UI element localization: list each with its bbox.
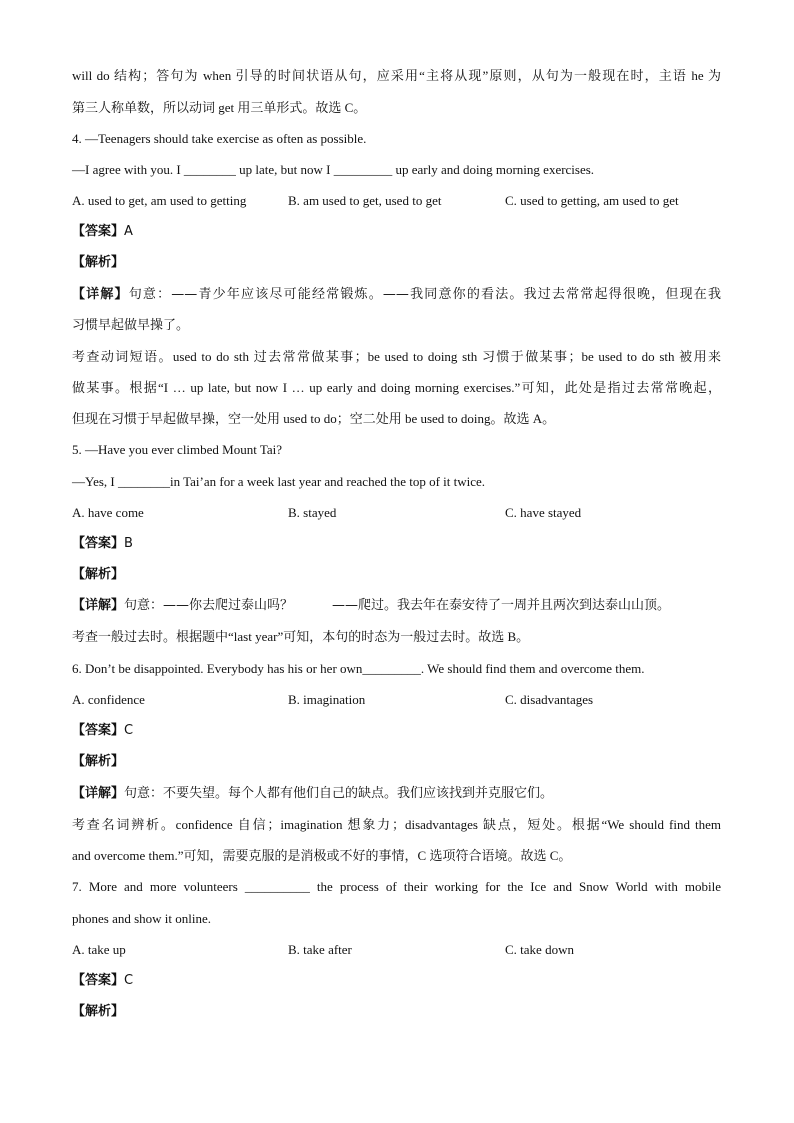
answer-label: 【答案】 xyxy=(72,973,125,988)
answer-value: C xyxy=(124,723,134,738)
question-5-detail xyxy=(72,597,670,615)
question-4-option-a: A. used to get, am used to getting xyxy=(72,193,247,208)
explanation-line: 第三人称单数，所以动词 get 用三单形式。故选 C。 xyxy=(72,100,367,115)
detail-text: 句意：——青少年应该尽可能经常锻炼。——我同意你的看法。我过去常常起得很晚，但现在我 xyxy=(128,287,721,302)
question-4-detail-cont: 做某事。根据“I … up late, but now I … up early and doing morning exercises.”可知，此处是指过去常常晚起， xyxy=(72,380,721,395)
question-6-option-b: B. imagination xyxy=(288,692,366,707)
question-4-option-c: C. used to getting, am used to get xyxy=(505,193,679,208)
question-5-response: —Yes, I ________in Tai’an for a week last year and reached the top of it twice. xyxy=(72,474,486,489)
question-5-option-b: B. stayed xyxy=(288,505,337,520)
question-5-stem: 5. —Have you ever climbed Mount Tai? xyxy=(72,442,283,457)
answer-value: A xyxy=(124,224,133,239)
analysis-label: 【解析】 xyxy=(72,255,125,270)
question-4-response: —I agree with you. I ________ up late, but now I _________ up early and doing morning exercises. xyxy=(72,162,595,177)
question-6-answer xyxy=(72,722,133,740)
question-4-detail-cont: 但现在习惯于早起做早操，空一处用 used to do；空二处用 be used to doing。故选 A。 xyxy=(72,411,556,426)
question-6-stem: 6. Don’t be disappointed. Everybody has his or her own_________. We should find them and overcome them. xyxy=(72,661,645,676)
answer-label: 【答案】 xyxy=(72,723,125,738)
analysis-label: 【解析】 xyxy=(72,1004,125,1019)
question-4-analysis-label xyxy=(72,254,124,272)
question-4-detail-cont: 考查动词短语。used to do sth 过去常常做某事；be used to doing sth 习惯于做某事；be used to do sth 被用来 xyxy=(72,349,721,364)
question-7-option-b: B. take after xyxy=(288,942,352,957)
question-6-option-c: C. disadvantages xyxy=(505,692,594,707)
question-6-detail-cont: 考查名词辨析。confidence 自信；imagination 想象力；disadvantages 缺点，短处。根据“We should find them xyxy=(72,817,721,832)
question-7-stem-cont: phones and show it online. xyxy=(72,911,212,926)
answer-value: C xyxy=(124,973,134,988)
question-7-option-c: C. take down xyxy=(505,942,574,957)
question-7-stem: 7. More and more volunteers __________ the process of their working for the Ice and Snow World with mobile xyxy=(72,879,721,894)
question-7-analysis-label xyxy=(72,1003,124,1021)
detail-text: 句意：不要失望。每个人都有他们自己的缺点。我们应该找到并克服它们。 xyxy=(124,786,554,801)
detail-label: 【详解】 xyxy=(72,786,125,801)
answer-label: 【答案】 xyxy=(72,536,125,551)
question-5-answer xyxy=(72,535,133,553)
question-5-detail-cont: 考查一般过去时。根据题中“last year”可知，本句的时态为一般过去时。故选 B。 xyxy=(72,629,530,644)
detail-label: 【详解】 xyxy=(72,598,125,613)
question-6-detail xyxy=(72,785,553,803)
answer-value: B xyxy=(124,536,133,551)
answer-label: 【答案】 xyxy=(72,224,125,239)
analysis-label: 【解析】 xyxy=(72,754,125,769)
question-4-answer xyxy=(72,223,133,241)
detail-text: 句意：——你去爬过泰山吗？ ——爬过。我去年在泰安待了一周并且两次到达泰山山顶。 xyxy=(124,598,671,613)
question-6-analysis-label xyxy=(72,753,124,771)
question-4-stem: 4. —Teenagers should take exercise as often as possible. xyxy=(72,131,367,146)
question-6-detail-cont: and overcome them.”可知，需要克服的是消极或不好的事情，C 选项符合语境。故选 C。 xyxy=(72,848,572,863)
question-6-option-a: A. confidence xyxy=(72,692,145,707)
question-7-option-a: A. take up xyxy=(72,942,126,957)
question-5-option-a: A. have come xyxy=(72,505,144,520)
question-5-option-c: C. have stayed xyxy=(505,505,582,520)
question-7-answer xyxy=(72,972,133,990)
question-5-analysis-label xyxy=(72,566,124,584)
question-4-option-b: B. am used to get, used to get xyxy=(288,193,442,208)
analysis-label: 【解析】 xyxy=(72,567,125,582)
detail-label: 【详解】 xyxy=(72,287,129,302)
question-4-detail xyxy=(72,286,721,304)
question-4-detail-cont: 习惯早起做早操了。 xyxy=(72,318,190,333)
explanation-line: will do 结构；答句为 when 引导的时间状语从句，应采用“主将从现”原则，从句为一般现在时，主语 he 为 xyxy=(72,68,721,83)
